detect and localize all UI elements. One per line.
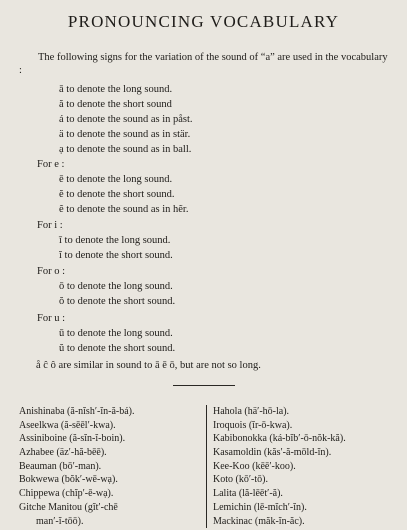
a-sign-item: ä to denote the sound as in stär.	[59, 129, 191, 140]
sign-item: ẽ to denote the sound as in hẽr.	[59, 204, 189, 215]
a-sign-item: ā to denote the long sound.	[59, 84, 173, 95]
vocabulary-column-left	[19, 405, 197, 528]
a-sign-item: á to denote the sound as in påst.	[59, 114, 193, 125]
page-title: PRONOUNCING VOCABULARY	[67, 12, 340, 31]
vocabulary-entry: Lemichin (lē-mĭch′-ĭn).	[213, 501, 307, 513]
vocabulary-entry-continued: man′-ĭ-tōō).	[36, 515, 84, 527]
vocabulary-entry: Anishinaba (ă-nĭsh′-ĭn-ă-bá).	[19, 406, 135, 417]
vocabulary-entry: Lalita (lă-lēēt′-ă).	[213, 488, 283, 500]
vocabulary-entry: Bokwewa (bŏk′-wē-wạ).	[19, 474, 118, 486]
e-sign-group	[37, 157, 188, 217]
sign-item: ĭ to denote the short sound.	[59, 250, 173, 261]
vocabulary-entry: Chippewa (chĭp′-ē-wạ).	[19, 488, 114, 500]
a-sign-item: ă to denote the short sound	[59, 99, 172, 110]
vocabulary-entry: Iroquois (ĭr-ō-kwa).	[213, 419, 293, 431]
i-sign-group	[37, 218, 173, 263]
group-heading: For e :	[37, 159, 65, 170]
vocabulary-entry: Kabibonokka (ká-bĭb′-ō-nŏk-kă).	[213, 433, 346, 445]
sign-item: ī to denote the long sound.	[59, 235, 171, 246]
divider-rule	[173, 385, 235, 386]
vocabulary-column-right	[206, 405, 403, 528]
vocabulary-entry: Hahola (hä′-hō-la).	[213, 406, 290, 417]
sign-item: ū to denote the long sound.	[59, 328, 173, 339]
vocabulary-entry: Azhabee (äz′-hă-bēē).	[19, 447, 107, 459]
group-heading: For u :	[37, 313, 66, 324]
similar-sounds-note: å ĉ ô are similar in sound to ā ē ō, but are not so long.	[36, 360, 261, 371]
u-sign-group	[37, 311, 175, 356]
vocabulary-entry: Gitche Manitou (gĭt′-chē	[19, 501, 118, 513]
sign-item: ĕ to denote the short sound.	[59, 189, 175, 200]
sign-item: ŭ to denote the short sound.	[59, 343, 176, 354]
vocabulary-entry: Aseelkwa (ă-sēēl′-kwa).	[19, 419, 116, 431]
group-heading: For i :	[37, 220, 63, 231]
vocabulary-entry: Assiniboine (ă-sĭn-ĭ-boin).	[19, 433, 126, 445]
vocabulary-entry: Beauman (bō′-man).	[19, 460, 102, 472]
sign-item: ō to denote the long sound.	[59, 281, 173, 292]
vocabulary-entry: Koto (kō′-tō).	[213, 474, 268, 486]
group-heading: For o :	[37, 266, 66, 277]
sign-item: ē to denote the long sound.	[59, 174, 173, 185]
intro-paragraph: The following signs for the variation of the sound of “a” are used in the vocabulary :	[19, 52, 388, 76]
vocabulary-entry: Kasamoldin (kăs′-ă-mōld-ĭn).	[213, 447, 332, 459]
o-sign-group	[37, 264, 175, 309]
a-sign-item: ạ to denote the sound as in ball.	[59, 144, 192, 155]
a-sign-list	[59, 82, 193, 157]
vocabulary-entry: Mackinac (măk-ĭn-ăc).	[213, 515, 305, 527]
vocabulary-entry: Kee-Koo (kēē′-koo).	[213, 460, 296, 472]
sign-item: ŏ to denote the short sound.	[59, 296, 176, 307]
